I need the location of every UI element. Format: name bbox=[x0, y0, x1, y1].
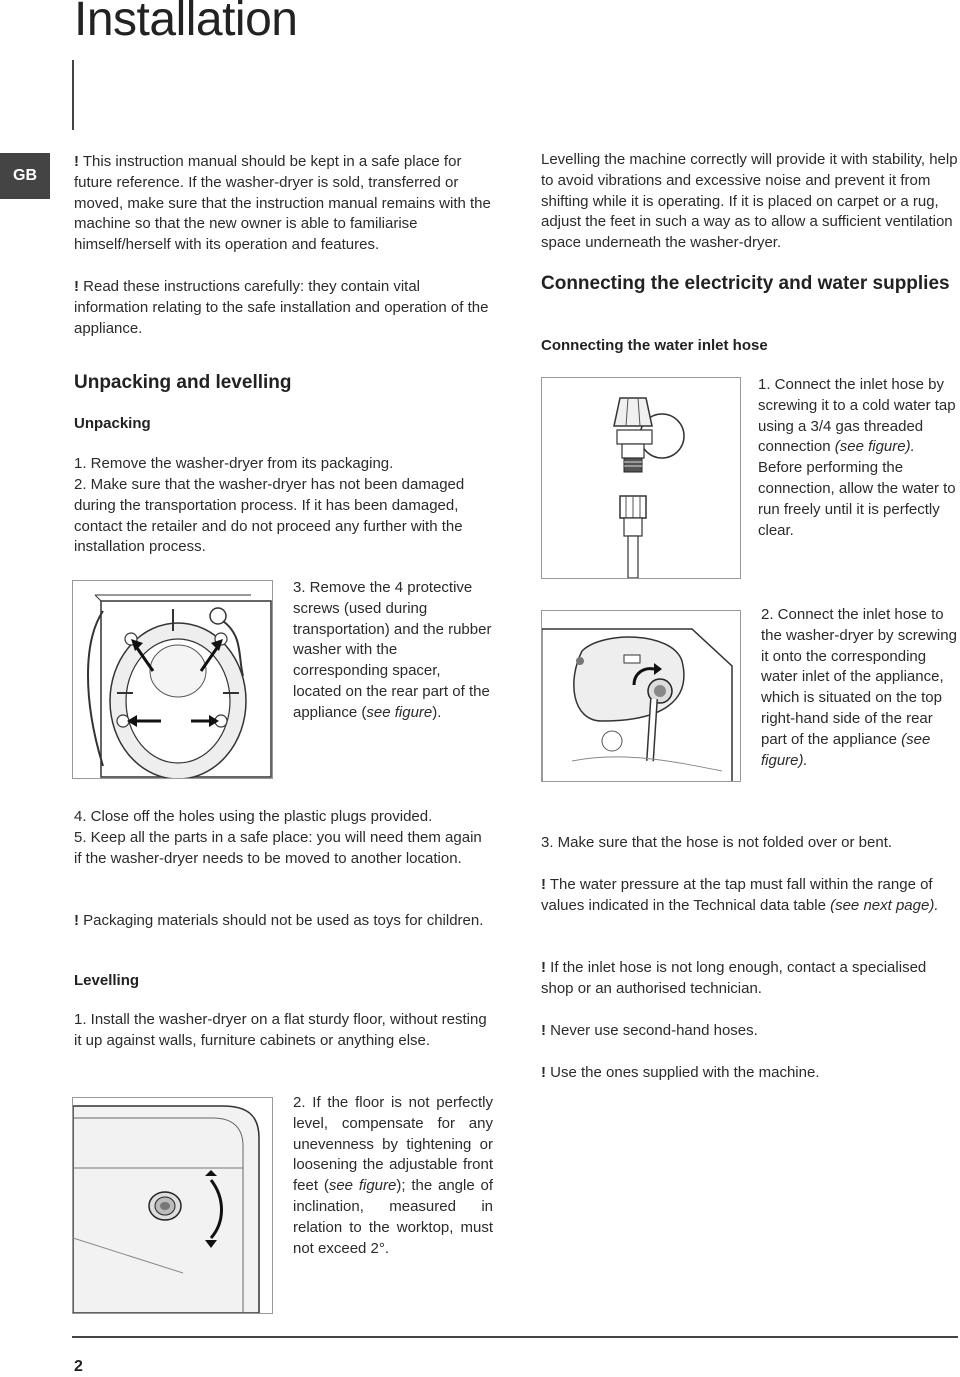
adjustable-foot-illustration bbox=[73, 1098, 272, 1313]
intro-paragraph-2: ! Read these instructions carefully: they contain vital information relating to the safe installation and operation of the appliance. bbox=[74, 278, 489, 337]
supplied-hoses-note: ! Use the ones supplied with the machine. bbox=[541, 1064, 820, 1081]
footer-divider bbox=[72, 1336, 958, 1338]
rear-panel-figure bbox=[72, 580, 273, 779]
tap-connection-figure bbox=[541, 377, 741, 579]
unpack-step-2: 2. Make sure that the washer-dryer has not been damaged during the transportation process. If it has been damaged, contact the retailer and do not proceed any further with the installation process. bbox=[74, 476, 465, 556]
header-divider bbox=[72, 60, 74, 130]
packaging-warning: ! Packaging materials should not be used as toys for children. bbox=[74, 912, 484, 929]
tap-connection-illustration bbox=[542, 378, 740, 578]
adjustable-foot-figure bbox=[72, 1097, 273, 1314]
rear-panel-illustration bbox=[73, 581, 272, 778]
unpack-step-5: 5. Keep all the parts in a safe place: you will need them again if the washer-dryer needs to be moved to another location. bbox=[74, 829, 482, 867]
subheading-levelling: Levelling bbox=[74, 972, 140, 989]
hose-length-note: ! If the inlet hose is not long enough, contact a specialised shop or an authorised technician. bbox=[541, 959, 927, 997]
appliance-inlet-illustration bbox=[542, 611, 740, 781]
water-pressure-note: ! The water pressure at the tap must fall within the range of values indicated in the Technical data table (see next page). bbox=[541, 876, 939, 914]
level-step-1: 1. Install the washer-dryer on a flat sturdy floor, without resting it up against walls, furniture cabinets or anything else. bbox=[74, 1011, 487, 1049]
page-title: Installation bbox=[74, 0, 298, 46]
appliance-inlet-figure bbox=[541, 610, 741, 782]
section-heading-unpacking: Unpacking and levelling bbox=[74, 372, 292, 393]
level-step-2: 2. If the floor is not perfectly level, compensate for any unevenness by tightening or loosening the adjustable front feet (see figure); the angle of inclination, measured in relation to the worktop, must not exceed 2°. bbox=[293, 1094, 493, 1257]
unpack-step-3: 3. Remove the 4 protective screws (used during transportation) and the rubber washer with the corresponding spacer, located on the rear part of the appliance (see figure). bbox=[293, 579, 492, 721]
unpack-step-1: 1. Remove the washer-dryer from its packaging. bbox=[74, 455, 394, 472]
inlet-step-1: 1. Connect the inlet hose by screwing it to a cold water tap using a 3/4 gas threaded connection (see figure). Before performing the connection, allow the water to run freely until it is perfectly clear. bbox=[758, 376, 956, 539]
inlet-step-2: 2. Connect the inlet hose to the washer-dryer by screwing it onto the corresponding water inlet of the appliance, which is situated on the top right-hand side of the rear part of the appliance (see figure). bbox=[761, 606, 957, 769]
intro-paragraph-1: ! This instruction manual should be kept in a safe place for future reference. If the washer-dryer is sold, transferred or moved, make sure that the instruction manual remains with the machine so that the new owner is able to familiarise himself/herself with its operation and features. bbox=[74, 153, 491, 254]
section-heading-connecting: Connecting the electricity and water supplies bbox=[541, 273, 950, 294]
unpack-step-4: 4. Close off the holes using the plastic plugs provided. bbox=[74, 808, 433, 825]
levelling-paragraph: Levelling the machine correctly will provide it with stability, help to avoid vibrations and excessive noise and prevent it from shifting while it is operating. If it is placed on carpet or a rug, adjust the feet in such a way as to allow a sufficient ventilation space underneath the washer-dryer. bbox=[541, 151, 958, 252]
inlet-step-3: 3. Make sure that the hose is not folded over or bent. bbox=[541, 834, 893, 851]
subheading-unpacking: Unpacking bbox=[74, 415, 151, 432]
second-hand-hoses-note: ! Never use second-hand hoses. bbox=[541, 1022, 758, 1039]
page-number: 2 bbox=[74, 1358, 83, 1375]
language-tab: GB bbox=[0, 153, 50, 199]
subheading-inlet-hose: Connecting the water inlet hose bbox=[541, 337, 768, 354]
